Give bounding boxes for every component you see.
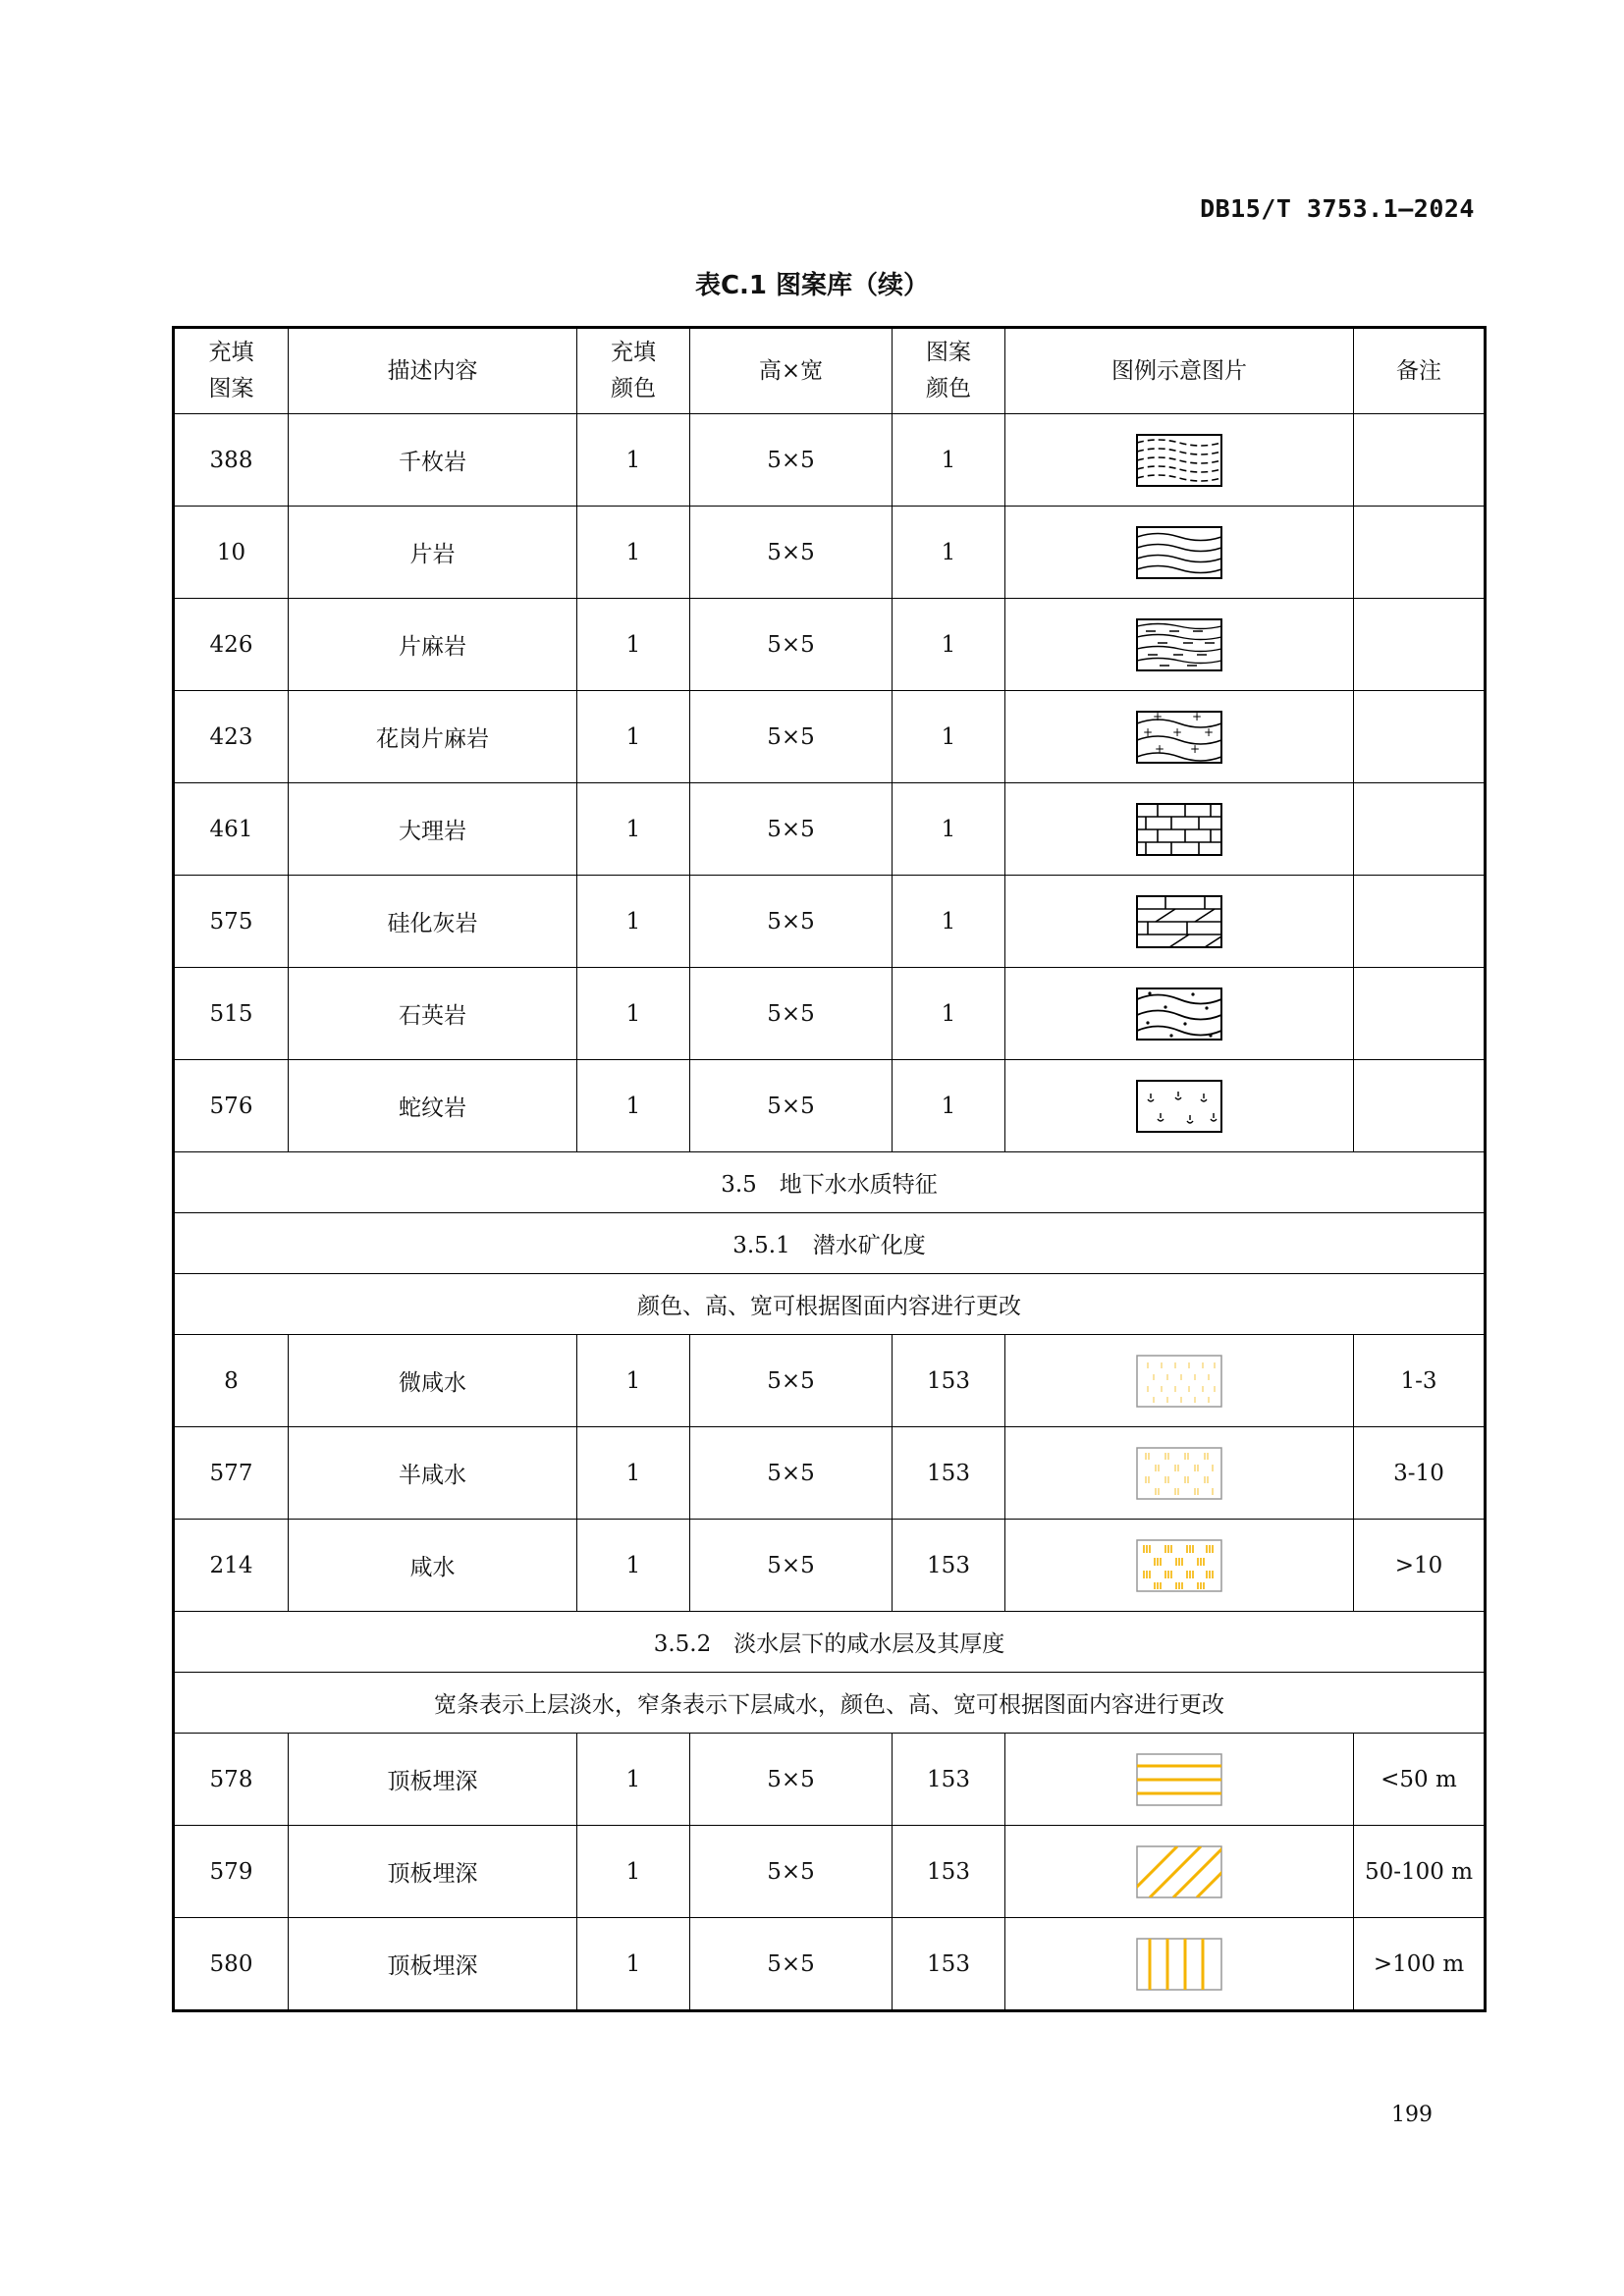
cell-pattern-color: 153 xyxy=(893,1335,1005,1427)
cell-fill-color: 1 xyxy=(577,1335,690,1427)
table-row xyxy=(174,1826,1486,1918)
svg-text:+: + xyxy=(1189,741,1201,756)
cell-pattern-color: 1 xyxy=(893,599,1005,691)
cell-description: 顶板埋深 xyxy=(289,1918,577,2011)
cell-note: 1-3 xyxy=(1354,1335,1486,1427)
header-fill-pattern: 充填 图案 xyxy=(174,328,289,414)
cell-pattern-color: 153 xyxy=(893,1918,1005,2011)
cell-legend xyxy=(1005,414,1354,507)
table-row xyxy=(174,1734,1486,1826)
table-row xyxy=(174,1335,1486,1427)
section-row xyxy=(174,1274,1486,1335)
phyllite-pattern-icon xyxy=(1136,434,1222,487)
cell-code: 426 xyxy=(174,599,289,691)
slightly-saline-pattern-icon xyxy=(1136,1355,1222,1408)
cell-size: 5×5 xyxy=(690,1826,893,1918)
table-row xyxy=(174,507,1486,599)
marble-pattern-icon xyxy=(1136,803,1222,856)
cell-description: 咸水 xyxy=(289,1520,577,1612)
cell-legend xyxy=(1005,1918,1354,2011)
cell-size: 5×5 xyxy=(690,1734,893,1826)
cell-size: 5×5 xyxy=(690,691,893,783)
quartzite-pattern-icon xyxy=(1136,988,1222,1041)
cell-code: 461 xyxy=(174,783,289,876)
header-row xyxy=(174,328,1486,414)
cell-legend xyxy=(1005,783,1354,876)
cell-pattern-color: 1 xyxy=(893,1060,1005,1152)
cell-pattern-color: 1 xyxy=(893,414,1005,507)
cell-fill-color: 1 xyxy=(577,876,690,968)
svg-text:+: + xyxy=(1171,724,1183,739)
cell-description: 大理岩 xyxy=(289,783,577,876)
cell-size: 5×5 xyxy=(690,876,893,968)
table-row xyxy=(174,1060,1486,1152)
section-note-1: 颜色、高、宽可根据图面内容进行更改 xyxy=(174,1274,1486,1335)
cell-fill-color: 1 xyxy=(577,691,690,783)
cell-legend xyxy=(1005,1734,1354,1826)
table-row xyxy=(174,783,1486,876)
cell-fill-color: 1 xyxy=(577,1918,690,2011)
cell-code: 214 xyxy=(174,1520,289,1612)
cell-description: 千枚岩 xyxy=(289,414,577,507)
header-description: 描述内容 xyxy=(289,328,577,414)
svg-text:+: + xyxy=(1191,710,1203,723)
cell-code: 8 xyxy=(174,1335,289,1427)
cell-pattern-color: 153 xyxy=(893,1520,1005,1612)
section-row xyxy=(174,1152,1486,1213)
header-height-width: 高×宽 xyxy=(690,328,893,414)
table-caption: 表C.1 图案库（续） xyxy=(694,271,930,300)
cell-code: 580 xyxy=(174,1918,289,2011)
cell-description: 片麻岩 xyxy=(289,599,577,691)
cell-legend xyxy=(1005,599,1354,691)
cell-note xyxy=(1354,783,1486,876)
table-row xyxy=(174,1520,1486,1612)
cell-fill-color: 1 xyxy=(577,1520,690,1612)
cell-legend xyxy=(1005,691,1354,783)
cell-note: 3-10 xyxy=(1354,1427,1486,1520)
table-row xyxy=(174,599,1486,691)
cell-code: 388 xyxy=(174,414,289,507)
diagonal-stripes-icon xyxy=(1136,1845,1222,1898)
cell-size: 5×5 xyxy=(690,968,893,1060)
section-heading-3-5-2: 3.5.2 淡水层下的咸水层及其厚度 xyxy=(174,1612,1486,1673)
cell-code: 577 xyxy=(174,1427,289,1520)
cell-fill-color: 1 xyxy=(577,1826,690,1918)
cell-legend xyxy=(1005,876,1354,968)
cell-description: 微咸水 xyxy=(289,1335,577,1427)
section-heading-3-5-1: 3.5.1 潜水矿化度 xyxy=(174,1213,1486,1274)
svg-text:+: + xyxy=(1152,710,1164,723)
cell-size: 5×5 xyxy=(690,1520,893,1612)
section-note-2: 宽条表示上层淡水，窄条表示下层咸水，颜色、高、宽可根据图面内容进行更改 xyxy=(174,1673,1486,1734)
cell-note xyxy=(1354,968,1486,1060)
cell-size: 5×5 xyxy=(690,507,893,599)
cell-description: 蛇纹岩 xyxy=(289,1060,577,1152)
cell-legend xyxy=(1005,507,1354,599)
header-pattern-color: 图案 颜色 xyxy=(893,328,1005,414)
cell-pattern-color: 153 xyxy=(893,1826,1005,1918)
cell-pattern-color: 1 xyxy=(893,876,1005,968)
gneiss-pattern-icon xyxy=(1136,618,1222,671)
cell-fill-color: 1 xyxy=(577,1734,690,1826)
cell-size: 5×5 xyxy=(690,1427,893,1520)
cell-note: <50 m xyxy=(1354,1734,1486,1826)
brackish-pattern-icon xyxy=(1136,1447,1222,1500)
cell-legend xyxy=(1005,1060,1354,1152)
section-row xyxy=(174,1612,1486,1673)
cell-code: 578 xyxy=(174,1734,289,1826)
cell-fill-color: 1 xyxy=(577,507,690,599)
table-row xyxy=(174,691,1486,783)
cell-size: 5×5 xyxy=(690,599,893,691)
header-note: 备注 xyxy=(1354,328,1486,414)
cell-fill-color: 1 xyxy=(577,1060,690,1152)
cell-code: 579 xyxy=(174,1826,289,1918)
cell-pattern-color: 1 xyxy=(893,507,1005,599)
page-number: 199 xyxy=(1391,2103,1433,2127)
saline-pattern-icon xyxy=(1136,1539,1222,1592)
cell-description: 花岗片麻岩 xyxy=(289,691,577,783)
cell-description: 片岩 xyxy=(289,507,577,599)
cell-size: 5×5 xyxy=(690,1335,893,1427)
cell-fill-color: 1 xyxy=(577,414,690,507)
cell-legend xyxy=(1005,1826,1354,1918)
cell-code: 10 xyxy=(174,507,289,599)
cell-code: 575 xyxy=(174,876,289,968)
cell-pattern-color: 1 xyxy=(893,783,1005,876)
cell-description: 石英岩 xyxy=(289,968,577,1060)
cell-note: 50-100 m xyxy=(1354,1826,1486,1918)
cell-note xyxy=(1354,507,1486,599)
cell-note xyxy=(1354,414,1486,507)
schist-pattern-icon xyxy=(1136,526,1222,579)
cell-description: 半咸水 xyxy=(289,1427,577,1520)
svg-text:+: + xyxy=(1142,724,1154,739)
cell-size: 5×5 xyxy=(690,783,893,876)
cell-fill-color: 1 xyxy=(577,1427,690,1520)
serpentinite-pattern-icon xyxy=(1136,1080,1222,1133)
header-fill-color: 充填 颜色 xyxy=(577,328,690,414)
horizontal-stripes-icon xyxy=(1136,1753,1222,1806)
cell-legend xyxy=(1005,1335,1354,1427)
cell-note xyxy=(1354,691,1486,783)
cell-code: 423 xyxy=(174,691,289,783)
pattern-library-table xyxy=(172,326,1487,2012)
cell-fill-color: 1 xyxy=(577,599,690,691)
cell-pattern-color: 1 xyxy=(893,968,1005,1060)
table-row xyxy=(174,968,1486,1060)
header-legend-image: 图例示意图片 xyxy=(1005,328,1354,414)
cell-legend xyxy=(1005,968,1354,1060)
document-code: DB15/T 3753.1—2024 xyxy=(1200,194,1475,223)
cell-legend xyxy=(1005,1520,1354,1612)
cell-note xyxy=(1354,1060,1486,1152)
cell-size: 5×5 xyxy=(690,1918,893,2011)
table-row xyxy=(174,414,1486,507)
granite-gneiss-pattern-icon xyxy=(1136,711,1222,764)
cell-note xyxy=(1354,599,1486,691)
cell-description: 顶板埋深 xyxy=(289,1734,577,1826)
cell-size: 5×5 xyxy=(690,1060,893,1152)
cell-pattern-color: 153 xyxy=(893,1734,1005,1826)
cell-fill-color: 1 xyxy=(577,783,690,876)
table-row xyxy=(174,1427,1486,1520)
cell-fill-color: 1 xyxy=(577,968,690,1060)
cell-description: 硅化灰岩 xyxy=(289,876,577,968)
cell-description: 顶板埋深 xyxy=(289,1826,577,1918)
svg-text:+: + xyxy=(1154,741,1165,756)
cell-legend xyxy=(1005,1427,1354,1520)
cell-note: >10 xyxy=(1354,1520,1486,1612)
pattern-library-table-wrap xyxy=(172,326,1484,2012)
cell-pattern-color: 1 xyxy=(893,691,1005,783)
cell-note xyxy=(1354,876,1486,968)
cell-note: >100 m xyxy=(1354,1918,1486,2011)
table-row xyxy=(174,876,1486,968)
vertical-stripes-icon xyxy=(1136,1938,1222,1991)
section-row xyxy=(174,1673,1486,1734)
cell-code: 576 xyxy=(174,1060,289,1152)
cell-pattern-color: 153 xyxy=(893,1427,1005,1520)
silicified-limestone-pattern-icon xyxy=(1136,895,1222,948)
cell-size: 5×5 xyxy=(690,414,893,507)
svg-text:+: + xyxy=(1203,724,1215,739)
section-heading-3-5: 3.5 地下水水质特征 xyxy=(174,1152,1486,1213)
cell-code: 515 xyxy=(174,968,289,1060)
section-row xyxy=(174,1213,1486,1274)
table-row xyxy=(174,1918,1486,2011)
